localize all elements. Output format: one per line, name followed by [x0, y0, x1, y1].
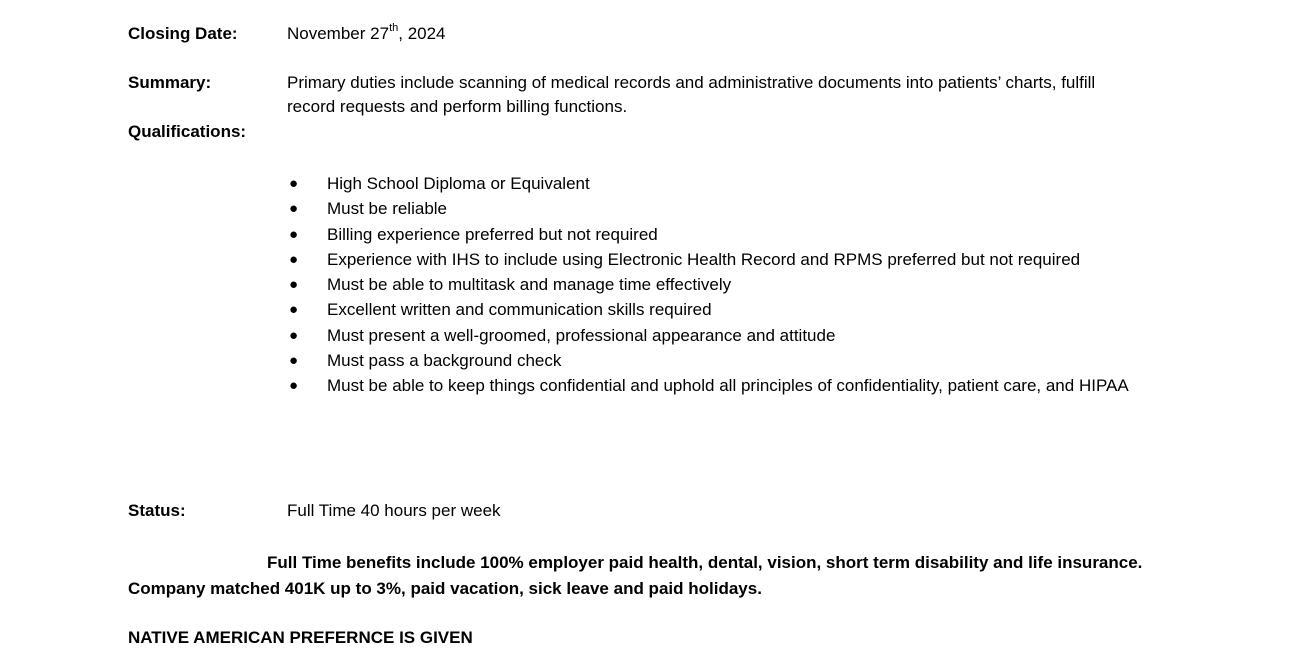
- status-label: Status:: [128, 501, 186, 520]
- bullet-icon: ●: [289, 225, 299, 243]
- bullet-icon: ●: [289, 352, 299, 370]
- closing-date-ordinal: th: [389, 22, 399, 35]
- closing-date-label: Closing Date:: [128, 24, 238, 43]
- closing-date-value: [287, 24, 446, 44]
- bullet-icon: ●: [289, 200, 299, 218]
- qualification-text: High School Diploma or Equivalent: [327, 174, 590, 193]
- list-item: [287, 247, 1157, 272]
- benefits-paragraph: Full Time benefits include 100% employer paid health, dental, vision, short term disability and life insurance. Company matched 401K up to 3%, paid vacation, sick leave and paid holidays.: [128, 553, 1143, 598]
- summary-label: Summary:: [128, 73, 212, 92]
- bullet-icon: ●: [289, 301, 299, 319]
- qualification-text: Must be able to keep things confidential and uphold all principles of confidentiality, patient care, and HIPAA: [327, 376, 1129, 396]
- status-value: Full Time 40 hours per week: [287, 501, 501, 520]
- qualifications-list: [287, 171, 1157, 399]
- qualification-text: Experience with IHS to include using Electronic Health Record and RPMS preferred but not required: [327, 249, 1081, 269]
- qualification-text: Must be able to multitask and manage time effectively: [327, 275, 732, 295]
- qualification-text: Must be reliable: [327, 199, 448, 219]
- list-item: [287, 196, 1157, 221]
- bullet-icon: ●: [289, 377, 299, 395]
- bullet-icon: ●: [289, 250, 299, 268]
- list-item: [287, 348, 1157, 373]
- list-item: [287, 171, 1157, 196]
- bullet-icon: ●: [289, 276, 299, 294]
- preference-notice: NATIVE AMERICAN PREFERNCE IS GIVEN: [128, 628, 473, 647]
- qualifications-label: Qualifications:: [128, 122, 247, 141]
- list-item: [287, 272, 1157, 297]
- qualification-text: Must present a well-groomed, professional appearance and attitude: [327, 325, 836, 345]
- qualification-text: Billing experience preferred but not required: [327, 224, 658, 244]
- summary-text: Primary duties include scanning of medical records and administrative documents into patients’ charts, fulfill record requests and perform billing functions.: [287, 73, 1096, 116]
- closing-date-year: , 2024: [398, 24, 446, 43]
- closing-date-month-day: November 27: [287, 24, 390, 43]
- bullet-icon: ●: [289, 326, 299, 344]
- list-item: [287, 297, 1157, 322]
- qualification-text: Must pass a background check: [327, 351, 562, 371]
- qualification-text: Excellent written and communication skills required: [327, 300, 712, 320]
- bullet-icon: ●: [289, 175, 299, 192]
- list-item: [287, 373, 1157, 398]
- list-item: [287, 222, 1157, 247]
- list-item: [287, 323, 1157, 348]
